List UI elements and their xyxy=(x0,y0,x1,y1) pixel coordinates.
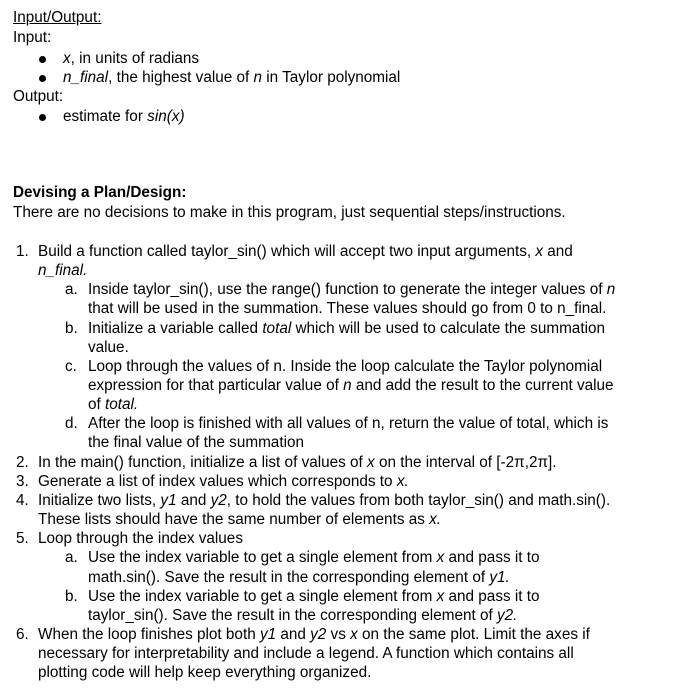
var-x: x xyxy=(367,454,375,471)
step6-line1 xyxy=(38,625,590,644)
step5a-line2 xyxy=(88,568,510,587)
output-label: Output: xyxy=(13,88,64,105)
var-x: x xyxy=(436,549,445,566)
step-text: and xyxy=(276,626,311,643)
step-text: of xyxy=(88,396,106,413)
step3-line1 xyxy=(38,472,409,491)
step-text: Use the index variable to get a single element from xyxy=(88,549,437,566)
step1-line1 xyxy=(38,242,573,261)
step2-line1 xyxy=(38,453,557,472)
step-text: and xyxy=(176,492,211,509)
step-text: and pass it to xyxy=(444,549,540,566)
var-n: n xyxy=(606,281,616,298)
step-number: 2. xyxy=(16,454,29,471)
input-item-n-final xyxy=(63,68,400,87)
var-y2: y2. xyxy=(496,607,518,624)
step-text: Inside taylor_sin(), use the range() function to generate the integer values of xyxy=(88,281,607,298)
input-item-text: , in units of radians xyxy=(70,50,200,67)
step1b-line1 xyxy=(88,319,605,338)
substep-mark: d. xyxy=(65,415,78,432)
step1a-line1 xyxy=(88,280,615,299)
var-x: x. xyxy=(429,511,442,528)
var-n-final: n_final. xyxy=(38,262,88,279)
input-label: Input: xyxy=(13,29,52,46)
step5-line1: Loop through the index values xyxy=(38,530,243,547)
var-x: x xyxy=(535,243,544,260)
step1c-line3 xyxy=(88,395,138,414)
step-text: on the interval of [-2π,2π]. xyxy=(374,454,557,471)
bullet-icon xyxy=(39,56,46,63)
step-text: Build a function called taylor_sin() which will accept two input arguments, xyxy=(38,243,536,260)
var-y2: y2 xyxy=(310,626,327,643)
step-text: on the same plot. Limit the axes if xyxy=(357,626,590,643)
step-text: and add the result to the current value xyxy=(351,377,614,394)
substep-mark: a. xyxy=(65,281,78,298)
var-total: total. xyxy=(105,396,139,413)
step1a-line2: that will be used in the summation. These values should go from 0 to n_final. xyxy=(88,300,607,317)
var-y1: y1 xyxy=(160,492,177,509)
var-x: x xyxy=(350,626,358,643)
step-number: 1. xyxy=(16,243,29,260)
step-text: Generate a list of index values which corresponds to xyxy=(38,473,397,490)
step1-line2 xyxy=(38,261,87,280)
step-text: When the loop finishes plot both xyxy=(38,626,260,643)
input-item-x xyxy=(63,49,199,68)
step-number: 6. xyxy=(16,626,29,643)
var-total: total xyxy=(262,320,292,337)
output-item-text: estimate for xyxy=(63,108,148,125)
substep-mark: a. xyxy=(65,549,78,566)
step-text: vs xyxy=(326,626,351,643)
plan-heading: Devising a Plan/Design: xyxy=(13,184,187,201)
substep-mark: b. xyxy=(65,588,78,605)
step1d-line2: the final value of the summation xyxy=(88,434,304,451)
var-sinx: sin(x) xyxy=(147,108,185,125)
step1c-line1: Loop through the values of n. Inside the loop calculate the Taylor polynomial xyxy=(88,358,603,375)
step1d-line1: After the loop is finished with all values of n, return the value of total, which is xyxy=(88,415,609,432)
step-number: 3. xyxy=(16,473,29,490)
var-n-final: n_final xyxy=(63,69,109,86)
var-x: x. xyxy=(396,473,409,490)
step5b-line2 xyxy=(88,606,517,625)
step6-line3: plotting code will help keep everything organized. xyxy=(38,664,372,681)
step6-line2: necessary for interpretability and include a legend. A function which contains all xyxy=(38,645,574,662)
output-item xyxy=(63,107,185,126)
step5b-line1 xyxy=(88,587,540,606)
var-n: n xyxy=(343,377,352,394)
step-text: Initialize two lists, xyxy=(38,492,161,509)
step-text: In the main() function, initialize a list of values of xyxy=(38,454,368,471)
step-text: taylor_sin(). Save the result in the corresponding element of xyxy=(88,607,497,624)
substep-mark: b. xyxy=(65,320,78,337)
input-item-text: in Taylor polynomial xyxy=(262,69,401,86)
step-text: expression for that particular value of xyxy=(88,377,344,394)
bullet-icon xyxy=(39,75,46,82)
input-item-text: , the highest value of xyxy=(108,69,254,86)
step-text: math.sin(). Save the result in the corresponding element of xyxy=(88,569,490,586)
step-text: Initialize a variable called xyxy=(88,320,263,337)
step1c-line2 xyxy=(88,376,614,395)
step-text: These lists should have the same number of elements as xyxy=(38,511,430,528)
step-text: , to hold the values from both taylor_sin() and math.sin(). xyxy=(226,492,611,509)
step-number: 5. xyxy=(16,530,29,547)
var-y1: y1 xyxy=(259,626,277,643)
step1b-line2: value. xyxy=(88,339,129,356)
var-y2: y2 xyxy=(210,492,227,509)
step4-line2 xyxy=(38,510,441,529)
var-n: n xyxy=(253,69,263,86)
var-x: x xyxy=(63,50,71,67)
io-heading: Input/Output: xyxy=(13,9,102,26)
var-x: x xyxy=(436,588,445,605)
plan-intro: There are no decisions to make in this program, just sequential steps/instructions. xyxy=(13,204,566,221)
step-text: and pass it to xyxy=(444,588,540,605)
step5a-line1 xyxy=(88,548,540,567)
bullet-icon xyxy=(39,114,46,121)
step4-line1 xyxy=(38,491,610,510)
step-text: and xyxy=(543,243,573,260)
step-number: 4. xyxy=(16,492,29,509)
var-y1: y1. xyxy=(489,569,510,586)
step-text: which will be used to calculate the summation xyxy=(291,320,605,337)
substep-mark: c. xyxy=(65,358,77,375)
step-text: Use the index variable to get a single element from xyxy=(88,588,437,605)
